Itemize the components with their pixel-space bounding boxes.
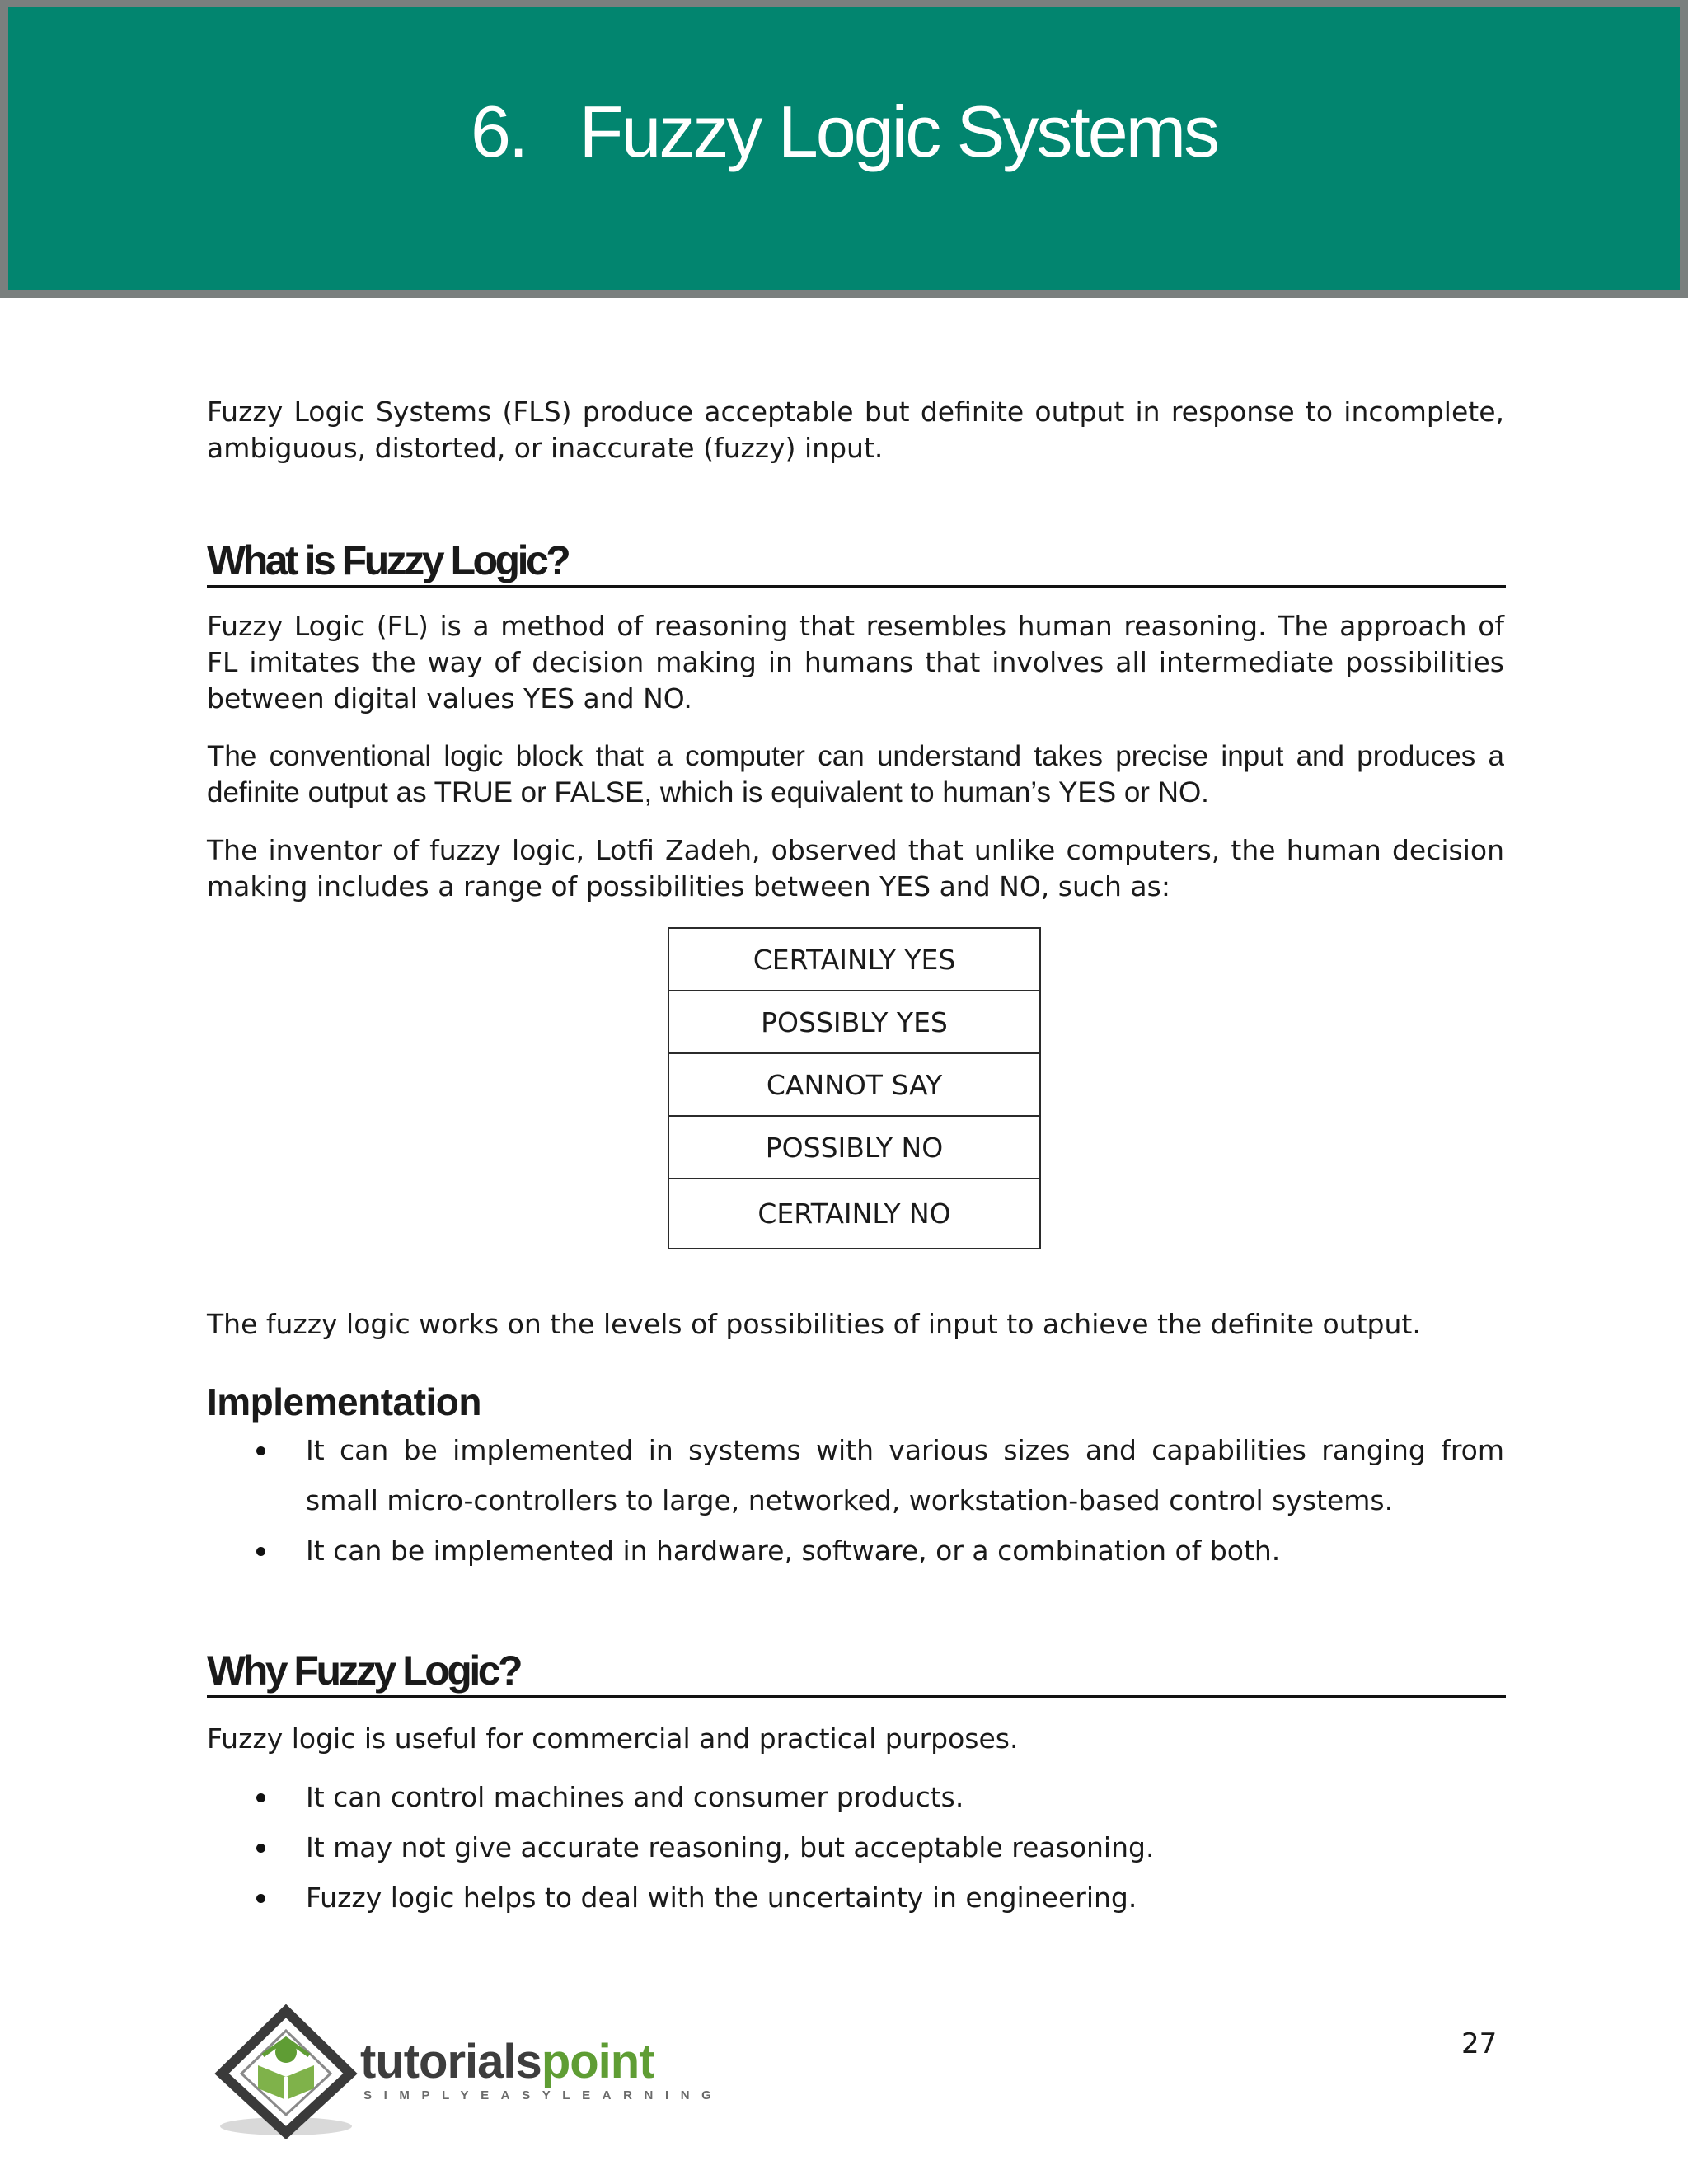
logo-tagline: SIMPLYEASYLEARNING: [363, 2088, 724, 2102]
implementation-list: [207, 1425, 1504, 1576]
table-row: [668, 1179, 1040, 1249]
list-item: [207, 1425, 1504, 1526]
table-cell: CANNOT SAY: [668, 1053, 1040, 1116]
paragraph-definition: Fuzzy Logic (FL) is a method of reasoning that resembles human reasoning. The approach of FL imitates the way of decision making in humans that involves all intermediate possibilities between digital values YES and NO.: [207, 610, 1504, 715]
list-item-text: It may not give accurate reasoning, but acceptable reasoning.: [306, 1831, 1155, 1863]
logo-diamond-icon: [212, 2003, 360, 2143]
list-item-text: Fuzzy logic helps to deal with the uncertainty in engineering.: [306, 1882, 1137, 1914]
bullet-icon: [256, 1793, 265, 1802]
table-row: [668, 1116, 1040, 1179]
page-number: 27: [1461, 2027, 1498, 2060]
table-row: [668, 928, 1040, 991]
list-item-text: It can be implemented in systems with various sizes and capabilities ranging from small micro-controllers to large, networked, workstation-based control systems.: [306, 1434, 1504, 1516]
tutorialspoint-logo: [212, 2003, 739, 2143]
list-item: [207, 1872, 1504, 1923]
paragraph-conventional-logic: The conventional logic block that a computer can understand takes precise input and produces a definite output as TRUE or FALSE, which is equivalent to human’s YES or NO.: [207, 740, 1504, 808]
possibilities-table: [668, 927, 1041, 1249]
why-list: [207, 1772, 1504, 1923]
logo-wordmark: [360, 2034, 654, 2089]
intro-paragraph: Fuzzy Logic Systems (FLS) produce acceptable but definite output in response to incomplete, ambiguous, distorted, or inaccurate (fuzzy) input.: [207, 396, 1504, 464]
section-heading-implementation: Implementation: [207, 1380, 481, 1423]
table-cell: POSSIBLY YES: [668, 991, 1040, 1053]
table-cell: POSSIBLY NO: [668, 1116, 1040, 1179]
logo-word-accent: point: [541, 2035, 654, 2088]
chapter-title: 6. Fuzzy Logic Systems: [470, 91, 1218, 172]
paragraph-closing: The fuzzy logic works on the levels of possibilities of input to achieve the definite output.: [207, 1308, 1421, 1340]
list-item: [207, 1526, 1504, 1576]
list-item-text: It can control machines and consumer products.: [306, 1781, 964, 1813]
bullet-icon: [256, 1446, 265, 1455]
chapter-banner: [0, 0, 1688, 298]
paragraph-why-intro: Fuzzy logic is useful for commercial and practical purposes.: [207, 1722, 1019, 1755]
bullet-icon: [256, 1547, 265, 1556]
table-row: [668, 991, 1040, 1053]
bullet-icon: [256, 1844, 265, 1853]
table-cell: CERTAINLY YES: [668, 928, 1040, 991]
table-row: [668, 1053, 1040, 1116]
paragraph-inventor: The inventor of fuzzy logic, Lotfi Zadeh, observed that unlike computers, the human decision making includes a range of possibilities between YES and NO, such as:: [207, 834, 1504, 902]
list-item-text: It can be implemented in hardware, software, or a combination of both.: [306, 1535, 1281, 1567]
list-item: [207, 1772, 1504, 1822]
list-item: [207, 1822, 1504, 1872]
section-heading-why: Why Fuzzy Logic?: [207, 1647, 1506, 1698]
logo-word-main: tutorials: [360, 2035, 542, 2088]
table-cell: CERTAINLY NO: [668, 1179, 1040, 1249]
section-heading-what-is: What is Fuzzy Logic?: [207, 537, 1506, 588]
bullet-icon: [256, 1894, 265, 1903]
